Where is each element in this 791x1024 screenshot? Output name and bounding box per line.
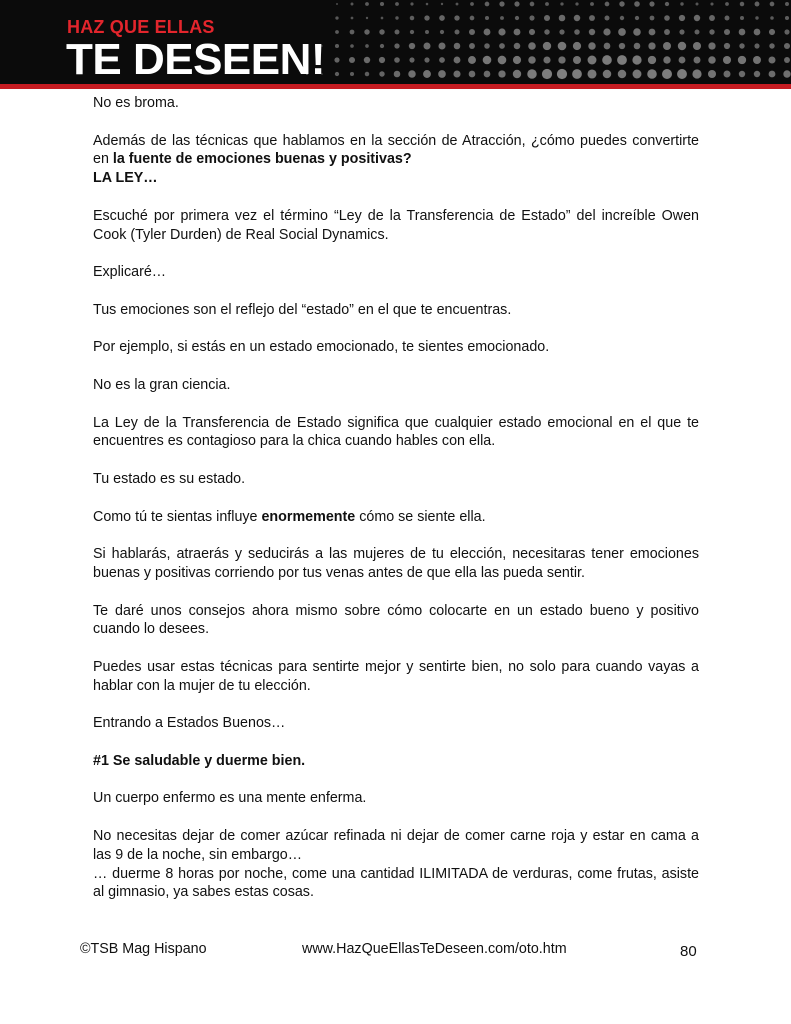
halftone-dot — [350, 30, 355, 35]
halftone-dot — [589, 15, 595, 21]
halftone-dot — [440, 30, 444, 34]
halftone-dot — [754, 29, 761, 36]
halftone-dot — [454, 57, 461, 64]
paragraph-question-text: Además de las técnicas que hablamos en la sección de Atracción, ¿cómo puedes convertirte en — [93, 132, 699, 168]
paragraph-question — [93, 132, 699, 170]
halftone-dot — [336, 3, 338, 5]
page-number: 80 — [680, 943, 697, 960]
halftone-dot — [441, 3, 443, 5]
halftone-dot — [335, 30, 339, 34]
halftone-dot — [648, 42, 655, 49]
halftone-dot — [543, 56, 550, 63]
halftone-dot — [409, 57, 414, 62]
page-footer — [0, 941, 791, 961]
halftone-dot — [633, 28, 641, 36]
halftone-dot — [695, 30, 700, 35]
paragraph-no-need: No necesitas dejar de comer azúcar refinada ni dejar de comer carne roja y estar en cama a las 9 de la noche, sin embargo… — [93, 828, 699, 863]
paragraph-sick-body: Un cuerpo enfermo es una mente enferma. — [93, 790, 367, 807]
halftone-dot — [395, 2, 399, 6]
halftone-dot — [677, 69, 687, 79]
halftone-dot — [723, 56, 731, 64]
halftone-dot — [604, 43, 611, 50]
halftone-dot — [557, 69, 567, 79]
halftone-dot — [754, 43, 759, 48]
halftone-dot — [527, 69, 537, 79]
halftone-dot — [395, 16, 398, 19]
halftone-dot — [470, 2, 474, 6]
halftone-dot — [768, 56, 775, 63]
halftone-dot — [708, 70, 716, 78]
halftone-dot — [679, 29, 684, 34]
halftone-dot — [380, 44, 384, 48]
paragraph-good-states: Entrando a Estados Buenos… — [93, 715, 286, 732]
halftone-dot — [587, 69, 596, 78]
halftone-dot — [662, 69, 672, 79]
halftone-dot — [649, 1, 654, 6]
halftone-dot — [755, 2, 760, 7]
halftone-dot — [424, 15, 429, 20]
halftone-dot — [454, 43, 461, 50]
halftone-dot — [784, 29, 789, 34]
influence-bold: enormemente — [261, 508, 356, 525]
paragraph-intro: No es broma. — [93, 95, 179, 111]
halftone-dot — [739, 71, 745, 77]
halftone-dot — [632, 55, 641, 64]
halftone-dot — [604, 15, 609, 20]
halftone-dot — [379, 71, 384, 76]
halftone-dot — [424, 57, 429, 62]
halftone-dot — [335, 72, 339, 76]
halftone-dot — [470, 16, 475, 21]
halftone-dot — [381, 17, 384, 20]
halftone-dot — [679, 57, 686, 64]
halftone-dot — [380, 2, 384, 6]
halftone-dot — [783, 70, 790, 77]
halftone-dot — [559, 15, 566, 22]
halftone-dot — [454, 15, 459, 20]
halftone-dot — [408, 70, 416, 78]
halftone-dot — [725, 2, 729, 6]
page-body — [93, 94, 699, 902]
halftone-dot — [663, 56, 670, 63]
halftone-dot — [543, 42, 551, 50]
halftone-dot — [350, 44, 354, 48]
influence-text-b: cómo se siente ella. — [355, 508, 486, 525]
halftone-dot — [605, 2, 610, 7]
halftone-dot — [665, 2, 669, 6]
halftone-dot — [439, 15, 445, 21]
halftone-dot — [439, 57, 445, 63]
halftone-dot — [410, 30, 414, 34]
halftone-dot — [453, 70, 460, 77]
halftone-dot — [515, 16, 519, 20]
halftone-dot — [484, 71, 491, 78]
halftone-dot — [664, 15, 670, 21]
paragraph-explain: Explicaré… — [93, 264, 167, 281]
halftone-dot — [455, 30, 460, 35]
halftone-dot — [649, 29, 656, 36]
halftone-dot — [469, 29, 475, 35]
halftone-dot — [395, 30, 400, 35]
halftone-dot — [351, 17, 354, 20]
halftone-dot — [740, 2, 744, 6]
halftone-dot — [785, 2, 789, 6]
halftone-dot — [769, 43, 774, 48]
halftone-dot — [438, 42, 445, 49]
halftone-dot — [529, 29, 535, 35]
halftone-dot — [485, 16, 489, 20]
halftone-dot — [499, 43, 505, 49]
halftone-dot — [650, 16, 655, 21]
halftone-dot — [693, 42, 701, 50]
halftone-dot — [753, 56, 761, 64]
halftone-dot — [394, 57, 400, 63]
halftone-dot — [485, 2, 490, 7]
halftone-dot — [696, 3, 699, 6]
halftone-dot — [633, 70, 642, 79]
halftone-dot — [619, 43, 625, 49]
halftone-dot — [364, 29, 369, 34]
halftone-dot — [469, 71, 476, 78]
halftone-dot — [410, 16, 415, 21]
halftone-dot — [635, 16, 639, 20]
halftone-dot — [678, 42, 686, 50]
halftone-dot — [574, 29, 580, 35]
halftone-dot — [590, 2, 594, 6]
halftone-dot — [544, 29, 549, 34]
halftone-dot — [468, 56, 476, 64]
influence-text-a: Como tú te sientas influye — [93, 508, 262, 525]
halftone-dot — [603, 28, 610, 35]
halftone-dot — [426, 3, 429, 6]
halftone-dot — [710, 2, 713, 5]
halftone-dot — [679, 15, 685, 21]
halftone-dot — [365, 44, 369, 48]
halftone-dot — [634, 43, 641, 50]
halftone-dot — [349, 57, 355, 63]
paragraph-state: Tu estado es su estado. — [93, 470, 246, 487]
paragraph-sleep: … duerme 8 horas por noche, come una cantidad ILIMITADA de verduras, come frutas, asiste al gimnasio, ya sabes estas cosas. — [93, 865, 699, 901]
halftone-dot — [739, 29, 746, 36]
halftone-dot — [469, 43, 475, 49]
halftone-dot — [513, 70, 521, 78]
halftone-dot — [770, 16, 774, 20]
halftone-dot — [500, 16, 504, 20]
halftone-dot — [364, 57, 370, 63]
halftone-dot — [530, 2, 535, 7]
footer-url: www.HazQueEllasTeDeseen.com/oto.htm — [302, 941, 567, 957]
tip-1-heading: #1 Se saludable y duerme bien. — [93, 752, 306, 769]
paragraph-influence — [93, 508, 699, 527]
halftone-dot — [394, 43, 399, 48]
halftone-dot — [484, 29, 491, 36]
halftone-dot — [483, 56, 492, 65]
paragraph-origin: Escuché por primera vez el término “Ley de la Transferencia de Estado” del increíble Owen Cook (Tyler Durden) de Real Social Dynamics. — [93, 207, 699, 243]
halftone-dot — [588, 42, 595, 49]
paragraph-la-ley — [93, 169, 699, 188]
halftone-dot — [484, 43, 490, 49]
halftone-dot — [692, 69, 701, 78]
halftone-dot — [709, 15, 715, 21]
halftone-dot — [602, 55, 612, 65]
halftone-dot — [559, 29, 564, 34]
halftone-dot — [423, 70, 431, 78]
halftone-dot — [634, 1, 640, 7]
halftone-dot — [618, 28, 626, 36]
halftone-dot — [394, 71, 401, 78]
halftone-dot — [574, 15, 581, 22]
halftone-dot — [572, 69, 582, 79]
halftone-dot — [438, 70, 446, 78]
halftone-dot — [575, 2, 578, 5]
halftone-dot — [498, 56, 507, 65]
halftone-dot — [558, 42, 567, 51]
halftone-dot — [409, 43, 415, 49]
halftone-dot — [573, 42, 581, 50]
halftone-dot — [739, 43, 744, 48]
paragraph-seduce: Si hablarás, atraerás y seducirás a las mujeres de tu elección, necesitaras tener emociones buenas y positivas corriendo por tus venas antes de que ella las pueda sentir. — [93, 546, 699, 581]
halftone-dot — [784, 57, 790, 63]
halftone-dot — [335, 44, 339, 48]
halftone-dot — [513, 56, 521, 64]
halftone-dot — [724, 29, 730, 35]
halftone-dot — [514, 29, 521, 36]
halftone-dot — [514, 43, 521, 50]
halftone-dot — [770, 2, 775, 7]
halftone-dot — [647, 69, 657, 79]
halftone-dot — [709, 29, 714, 34]
halftone-dot — [723, 70, 730, 77]
halftone-dot — [663, 42, 671, 50]
halftone-dot — [740, 16, 744, 20]
halftone-dot — [558, 56, 565, 63]
halftone-dot — [603, 70, 612, 79]
halftone-dot — [680, 2, 683, 5]
halftone-dot — [365, 72, 369, 76]
paragraph-example: Por ejemplo, si estás en un estado emocionado, te sientes emocionado. — [93, 339, 550, 356]
paragraph-no-science: No es la gran ciencia. — [93, 376, 231, 393]
halftone-dot — [648, 56, 656, 64]
halftone-dot — [738, 56, 746, 64]
halftone-dot — [350, 72, 354, 76]
la-ley-heading: LA LEY… — [93, 170, 158, 187]
halftone-dot — [620, 16, 624, 20]
halftone-dot — [755, 16, 758, 19]
page-header — [0, 0, 791, 84]
halftone-dot — [499, 1, 504, 6]
halftone-dot — [573, 56, 581, 64]
paragraph-tips: Te daré unos consejos ahora mismo sobre cómo colocarte en un estado bueno y positivo cuando lo desees. — [93, 602, 699, 638]
halftone-dot — [529, 15, 534, 20]
halftone-dot — [334, 57, 339, 62]
halftone-dot — [498, 28, 505, 35]
halftone-dot — [724, 43, 730, 49]
header-red-rule — [0, 84, 791, 89]
halftone-dot — [335, 16, 338, 19]
paragraph-emotions: Tus emociones son el reflejo del “estado” en el que te encuentras. — [93, 301, 512, 318]
halftone-dot — [351, 3, 354, 6]
halftone-dot — [784, 43, 790, 49]
halftone-dot — [528, 56, 536, 64]
halftone-dot — [528, 42, 536, 50]
halftone-dot — [423, 42, 430, 49]
paragraph-techniques: Puedes usar estas técnicas para sentirte mejor y sentirte bien, no solo para cuando vayas a hablar con la mujer de tu elección. — [93, 658, 699, 694]
brand-title-top: HAZ QUE ELLAS — [67, 17, 215, 37]
paragraph-question-bold: la fuente de emociones buenas y positivas? — [112, 151, 412, 168]
halftone-dot — [664, 29, 670, 35]
halftone-dot — [366, 17, 368, 19]
halftone-dot — [456, 3, 459, 6]
halftone-dot — [694, 15, 700, 21]
halftone-dot — [708, 56, 715, 63]
paragraph-law: La Ley de la Transferencia de Estado significa que cualquier estado emocional en el que te encuentres es contagioso para la chica cuando hables con ella. — [93, 414, 699, 450]
halftone-dot — [619, 1, 624, 6]
halftone-dot — [708, 42, 715, 49]
halftone-dot — [694, 57, 701, 64]
brand-title-bottom: TE DESEEN! — [66, 35, 326, 84]
footer-copyright: ©TSB Mag Hispano — [80, 941, 207, 957]
halftone-dot — [617, 55, 627, 65]
halftone-dot — [769, 71, 776, 78]
halftone-dot — [785, 16, 789, 20]
halftone-dot — [498, 70, 505, 77]
halftone-dot — [379, 57, 385, 63]
halftone-dot — [560, 2, 563, 5]
halftone-dot — [545, 2, 549, 6]
paragraph-tip-1 — [93, 752, 699, 771]
halftone-dot — [379, 29, 384, 34]
halftone-dot — [514, 1, 519, 6]
halftone-dot — [725, 16, 730, 21]
halftone-dot — [425, 30, 429, 34]
halftone-dot — [365, 2, 369, 6]
halftone-dot — [542, 69, 552, 79]
halftone-dot — [588, 56, 597, 65]
halftone-dot — [410, 2, 413, 5]
halftone-dot — [544, 15, 550, 21]
halftone-dot — [589, 29, 595, 35]
halftone-dot — [618, 70, 626, 78]
halftone-dot — [754, 71, 760, 77]
halftone-dot — [769, 29, 775, 35]
